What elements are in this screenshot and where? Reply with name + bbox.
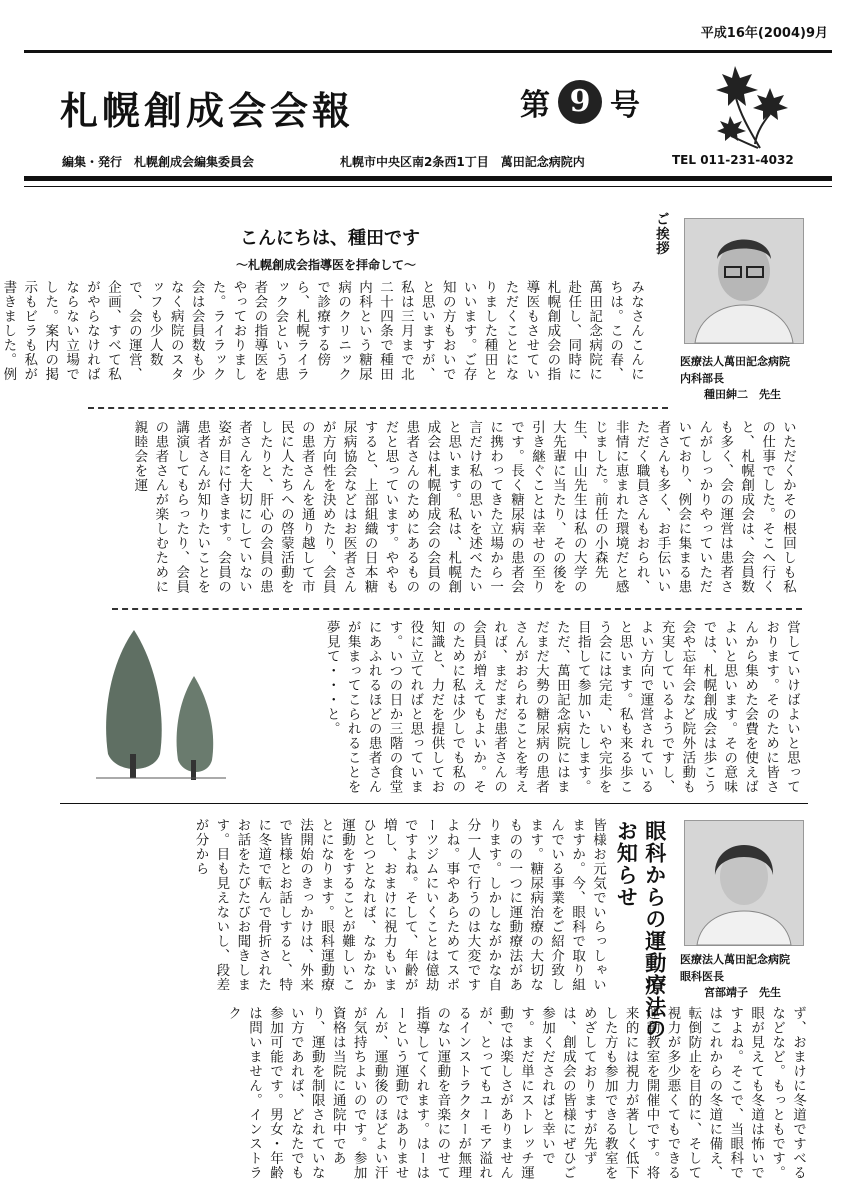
article2-headline: 眼科からの運動療法のお知らせ xyxy=(614,820,667,1040)
header-bottom-rule-2 xyxy=(24,186,832,187)
divider-dashed-1 xyxy=(88,407,668,409)
article1-text-middle: いただくかその根回しも私の仕事でした。そこへ行くと、札幌創成会は、会員数も多く、会の運営は患者さんがしっかりやっていただいており、例会に集まる患者さんも多く、お手伝いいただく職員さんもおられ、非情に恵まれた環境だと感じました。前任の小森先生、中山先生は私の大学の大先輩に当たり、その後を引き継ぐことは幸せの至りです。長く糖尿病の患者会に携わってきた立場から一言だけ私の思いを述べたいと思います。私は、札幌創成会は札幌創成会の会員の患者さんのためにあるものだと思っています。ややもすると、上部組織の日本糖尿病協会などはお医者さんが方向性を決めたり、会員の患者さんを通り越して市民に人たちへの啓蒙活動をしたりと、肝心の会員の患者さんを大切にしていない姿が目に付きます。会員の患者さんが知りたいことを講演してもらったり、会員の患者さんが楽しむために親睦会を運 xyxy=(131,420,796,594)
issue-number-badge: 9 xyxy=(558,80,602,124)
issue-number xyxy=(520,80,640,124)
article1-text-top: みなさんこんにちは。この春、萬田記念病院に赴任し、同時に札幌創成会の指導医もさせていただくことになりました種田といいます。ご存知の方もおいでと思いますが、私は三月まで北二十四条で種田内科という糖尿病のクリニックで診療する傍ら、札幌ライラック会という患者会の指導医をやっておりました。ライラック会は会員数も少なく病院のスタッフも少人数で、会の運営、企画、すべて私がやらなければならない立場でした。案内の掲示もビラも私が書きました。例 xyxy=(0,280,644,382)
section-divider xyxy=(60,803,808,804)
tel-line: TEL 011-231-4032 xyxy=(672,153,794,167)
article1-text-lower: 営していけばよいと思っております。そのために皆さんから集めた会費を使えばよいと思います。その意味では、札幌創成会は歩こう会や忘年会など院外活動も充実しているようですし、よい方向で運営されていると思います。私も来る歩こう会には完走、いや完歩を目指して参加いたします。ただ、萬田記念病院にはまだまだ大勢の糖尿病の患者さんがおられることを考えれば、まだまだ患者さんの会員が増えてもよいか。そのために私は少しでも私の知識と、力だを提供してお役に立てればと思っています。いつの日か三階の食堂にあふれるほどの患者さんが集まってこられることを夢見て・・・と。 xyxy=(323,620,800,794)
header-bottom-rule xyxy=(24,176,832,181)
trees-illustration xyxy=(96,624,226,784)
doctor-photo-taneda xyxy=(684,218,804,344)
article1-greeting-label: ご挨拶 xyxy=(652,212,669,256)
issue-suffix: 号 xyxy=(610,88,640,123)
article2-text-lower: ず、おまけに冬道ですべるなどなど。もっともです。眼が見えても冬道は怖いですよね。そこで、当眼科ではこれからの冬道に備え、転倒防止を目的に、そして視力が多少悪くてもできる運動教室を開催中です。将来的には視力が著しく低下した方も参加できる教室をめざしておりますが先ずは、創成会の皆様にぜひご参加くださればと幸いです。まだ単にストレッチ運動では楽しさがありませんが、とってもユーモア溢れるインストラクターが無理のない運動を音楽にのせて指導してくれます。はーはーという運動ではありませんが、運動後のほどよい汗が気持ちよいのです。参加資格は当院に通院中であり、運動を制限されていない方であれば、どなたでも参加可能です。男女・年齢は問いません。インストラク xyxy=(225,1006,806,1180)
issue-date: 平成16年(2004)9月 xyxy=(700,26,828,41)
divider-dashed-2 xyxy=(112,608,802,610)
article1-caption xyxy=(680,354,790,404)
header-top-rule xyxy=(24,50,832,53)
issue-prefix: 第 xyxy=(520,88,550,123)
article2-text-upper: 皆様お元気でいらっしゃいますか。今、眼科で取り組んでいる事業をご紹介致します。糖尿病治療の大切なものの一つに運動療法があります。しかしながかな自分一人で行うのは大変ですよね。事やあらためてスポーツジムにいくことは億劫ですよね。そして、年齢が増し、おまけに視力もいまひとつとなれば、なかなか運動をすることが難しいことになります。眼科運動療法開始のきっかけは、外来で皆様とお話しすると、特に冬道で転んで骨折されたお話をたびたびお聞きします。目も見えないし、段差が分から xyxy=(192,818,606,992)
article1-headline: こんにちは、種田です xyxy=(240,228,420,249)
portrait-icon xyxy=(685,219,803,343)
maple-leaf-icon xyxy=(700,58,800,153)
doctor-photo-miyabe xyxy=(684,820,804,946)
caption-name: 宮部靖子 先生 xyxy=(704,986,781,999)
portrait-icon xyxy=(685,821,803,945)
editor-line: 編集・発行 札幌創成会編集委員会 xyxy=(62,155,255,169)
article1-subheadline: ～札幌創成会指導医を拝命して～ xyxy=(236,258,417,272)
caption-name: 種田紳二 先生 xyxy=(704,388,781,401)
caption-org: 医療法人萬田記念病院 xyxy=(680,355,790,368)
article2-caption xyxy=(680,952,790,1002)
caption-title: 内科部長 xyxy=(680,371,724,385)
address-line: 札幌市中央区南2条西1丁目 萬田記念病院内 xyxy=(340,155,585,169)
caption-title: 眼科医長 xyxy=(680,969,724,983)
newsletter-title: 札幌創成会会報 xyxy=(60,88,355,133)
caption-org: 医療法人萬田記念病院 xyxy=(680,953,790,966)
